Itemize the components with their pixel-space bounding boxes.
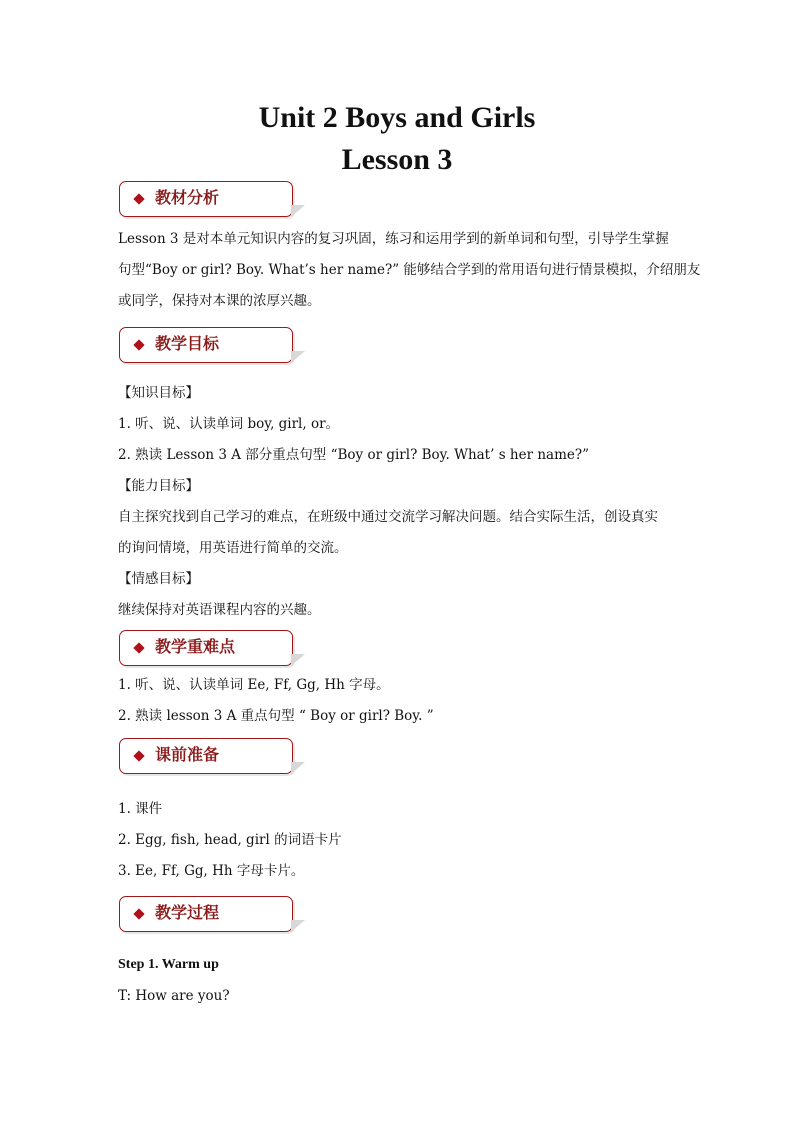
section-header-preparation — [119, 738, 303, 776]
preparation-item-3: 3. Ee, Ff, Gg, Hh 字母卡片。 — [118, 863, 305, 879]
document-subtitle: Lesson 3 — [341, 143, 453, 176]
emotion-objective-heading: 【情感目标】 — [118, 571, 199, 587]
key-point-1: 1. 听、说、认读单词 Ee, Ff, Gg, Hh 字母。 — [118, 677, 390, 693]
step-1-heading: Step 1. Warm up — [118, 957, 219, 972]
analysis-line-2: 句型“Boy or girl? Boy. What’s her name?” 能够结合学到的常用语句进行情景模拟，介绍朋友 — [118, 262, 701, 278]
section-tab-icon — [291, 205, 305, 217]
step-1-line-1: T: How are you? — [118, 988, 230, 1004]
knowledge-objective-1: 1. 听、说、认读单词 boy, girl, or。 — [118, 416, 340, 432]
knowledge-objective-2: 2. 熟读 Lesson 3 A 部分重点句型 “Boy or girl? Boy. What’ s her name?” — [118, 447, 590, 463]
key-point-2: 2. 熟读 lesson 3 A 重点句型 “ Boy or girl? Boy. ” — [118, 708, 434, 724]
preparation-item-1: 1. 课件 — [118, 801, 163, 817]
ability-objective-line-1: 自主探究找到自己学习的难点，在班级中通过交流学习解决问题。结合实际生活，创设真实 — [118, 509, 658, 525]
section-label: 教材分析 — [155, 188, 220, 207]
analysis-line-1: Lesson 3 是对本单元知识内容的复习巩固，练习和运用学到的新单词和句型，引导学生掌握 — [118, 231, 669, 247]
document-title: Unit 2 Boys and Girls — [258, 101, 536, 134]
section-label: 教学重难点 — [155, 637, 236, 656]
section-header-analysis — [119, 181, 303, 219]
section-header-key-points — [119, 630, 303, 668]
section-label: 教学目标 — [155, 334, 220, 353]
section-header-objectives — [119, 327, 303, 365]
section-tab-icon — [291, 351, 305, 363]
knowledge-objective-heading: 【知识目标】 — [118, 385, 199, 401]
section-tab-icon — [291, 920, 305, 932]
section-tab-icon — [291, 654, 305, 666]
section-tab-icon — [291, 762, 305, 774]
section-label: 课前准备 — [155, 745, 220, 764]
section-header-process — [119, 896, 303, 934]
ability-objective-heading: 【能力目标】 — [118, 478, 199, 494]
section-label: 教学过程 — [155, 903, 220, 922]
preparation-item-2: 2. Egg, fish, head, girl 的词语卡片 — [118, 832, 342, 848]
analysis-line-3: 或同学，保持对本课的浓厚兴趣。 — [118, 293, 321, 309]
emotion-objective-line-1: 继续保持对英语课程内容的兴趣。 — [118, 602, 321, 618]
ability-objective-line-2: 的询问情境，用英语进行简单的交流。 — [118, 540, 348, 556]
